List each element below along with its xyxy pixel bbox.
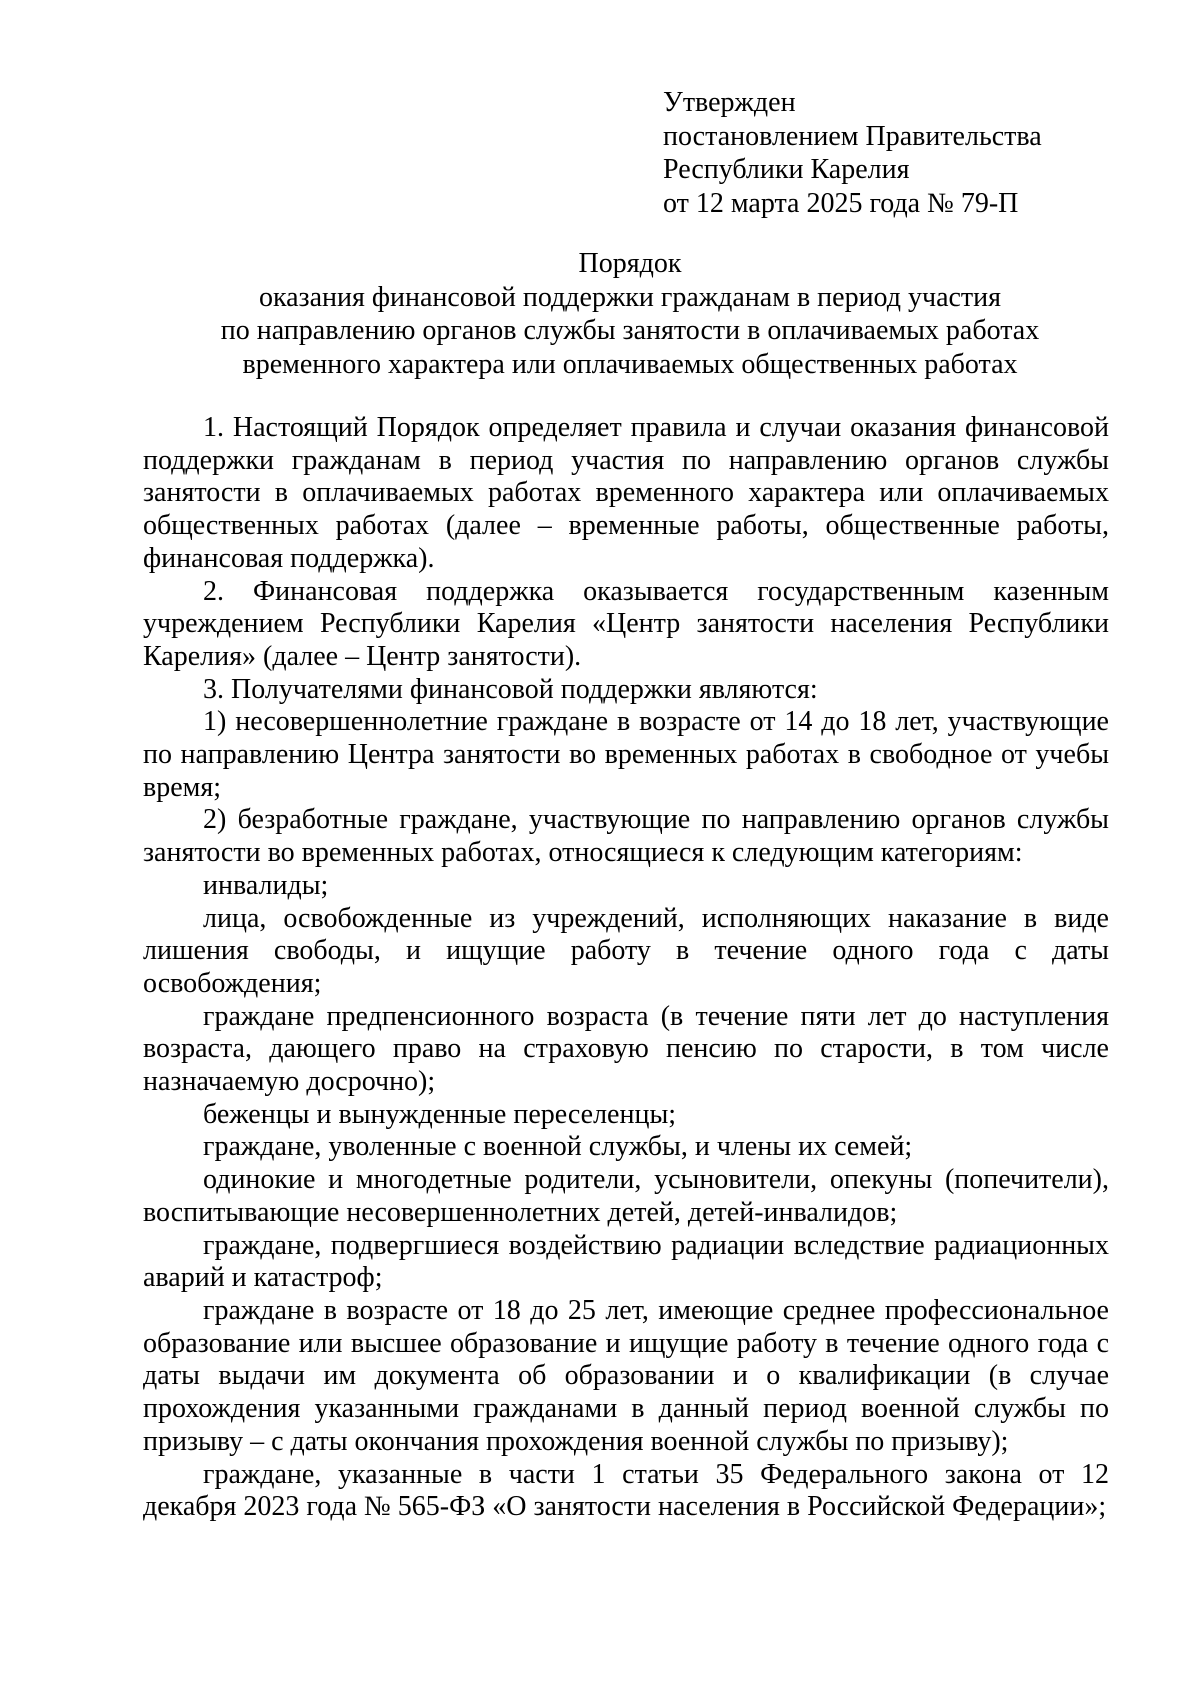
title-heading: Порядок bbox=[578, 248, 682, 279]
category-disabled: инвалиды; bbox=[203, 869, 329, 901]
approval-line-resolution: постановлением Правительства bbox=[663, 120, 1042, 152]
category-military-discharged: граждане, уволенные с военной службы, и члены их семей; bbox=[203, 1131, 913, 1163]
title-subtitle-line-2: по направлению органов службы занятости в оплачиваемых работах bbox=[220, 315, 1040, 346]
approval-line-date-number: от 12 марта 2025 года № 79-П bbox=[663, 187, 1019, 219]
approval-line-approved: Утвержден bbox=[663, 87, 796, 118]
list-item-minors: 1) несовершеннолетние граждане в возрасте от 14 до 18 лет, участвующие по направлению Центра занятости во временных работах в свободное от учебы время; bbox=[143, 706, 1109, 803]
paragraph-2: 2. Финансовая поддержка оказывается государственным казенным учреждением Республики Карелия «Центр занятости населения Республики Карелия» (далее – Центр занятости). bbox=[143, 575, 1109, 672]
paragraph-1: 1. Настоящий Порядок определяет правила и случаи оказания финансовой поддержки гражданам в период участия по направлению органов службы занятости в оплачиваемых работах временного характера или оплачиваемых общественных работах (далее – временные работы, общественные работы, финансовая поддержка). bbox=[143, 412, 1109, 574]
title-subtitle-line-1: оказания финансовой поддержки гражданам в период участия bbox=[258, 281, 1002, 313]
document-body bbox=[143, 412, 1109, 1524]
category-pre-pension: граждане предпенсионного возраста (в течение пяти лет до наступления возраста, дающего право на страховую пенсию по старости, в том числе назначаемую досрочно); bbox=[143, 1000, 1109, 1098]
category-refugees: беженцы и вынужденные переселенцы; bbox=[203, 1098, 677, 1130]
title-subtitle-line-3: временного характера или оплачиваемых общественных работах bbox=[242, 348, 1018, 380]
category-radiation: граждане, подвергшиеся воздействию радиации вследствие радиационных аварий и катастроф; bbox=[143, 1229, 1109, 1294]
approval-stamp-block bbox=[663, 86, 1042, 220]
category-federal-law: граждане, указанные в части 1 статьи 35 Федерального закона от 12 декабря 2023 года № 565-ФЗ «О занятости населения в Российской Федерации»; bbox=[143, 1458, 1109, 1523]
document-title bbox=[140, 247, 1120, 381]
category-single-parents: одинокие и многодетные родители, усыновители, опекуны (попечители), воспитывающие несовершеннолетних детей, детей-инвалидов; bbox=[143, 1164, 1109, 1228]
approval-line-republic: Республики Карелия bbox=[663, 154, 910, 185]
category-young-graduates: граждане в возрасте от 18 до 25 лет, имеющие среднее профессиональное образование или высшее образование и ищущие работу в течение одного года с даты выдачи им документа об образовании и о квалификации (в случае прохождения указанными гражданами в данный период военной службы по призыву – с даты окончания прохождения военной службы по призыву); bbox=[143, 1294, 1109, 1457]
category-released: лица, освобожденные из учреждений, исполняющих наказание в виде лишения свободы, и ищущие работу в течение одного года с даты освобождения; bbox=[143, 902, 1109, 999]
list-item-unemployed: 2) безработные граждане, участвующие по направлению органов службы занятости во временных работах, относящиеся к следующим категориям: bbox=[143, 804, 1109, 869]
paragraph-3: 3. Получателями финансовой поддержки являются: bbox=[203, 673, 818, 705]
